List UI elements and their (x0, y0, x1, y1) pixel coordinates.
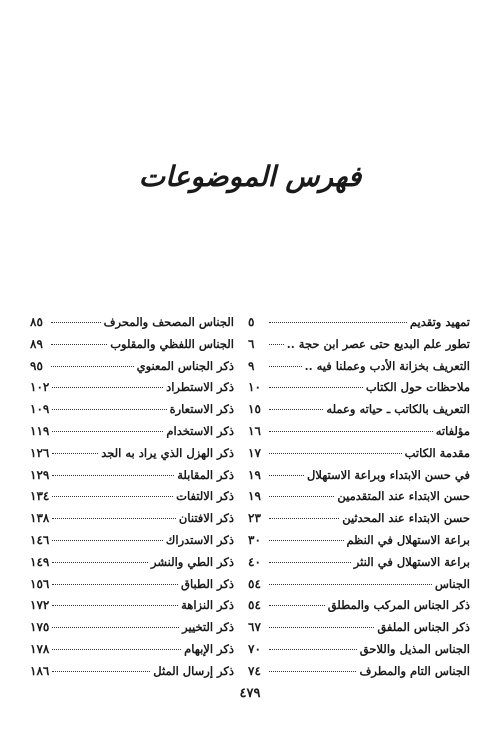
toc-entry-page: ١٥٦ (30, 576, 50, 591)
dot-leader (52, 584, 178, 585)
toc-entry (248, 530, 470, 552)
toc-entry-title: براعة الاستهلال في النظم (346, 532, 470, 547)
toc-entry-page: ١٠ (248, 380, 261, 395)
toc-entry-page: ١٦ (248, 423, 261, 438)
toc-entry (30, 312, 234, 334)
toc-entry-title: تطور علم البديع حتى عصر ابن حجة .. (286, 336, 470, 351)
toc-entry-title: ذكر الالتفات (176, 489, 234, 504)
toc-entry-page: ١٧٥ (30, 620, 50, 635)
toc-entry-page: ١٤٩ (30, 554, 50, 569)
toc-entry-page: ٦٧ (248, 620, 261, 635)
toc-entry (248, 552, 470, 574)
dot-leader (52, 475, 174, 476)
toc-entry (30, 617, 234, 639)
toc-entry (248, 486, 470, 508)
toc-entry (30, 552, 234, 574)
toc-entry (30, 639, 234, 661)
toc-entry-page: ١١٩ (30, 423, 50, 438)
toc-entry-page: ١٩ (248, 489, 261, 504)
toc-entry-page: ١٠٢ (30, 380, 50, 395)
toc-entry-page: ١٨٦ (30, 663, 50, 678)
toc-entry-page: ١٧٨ (30, 641, 50, 656)
toc-entry (248, 508, 470, 530)
toc-entry (30, 595, 234, 617)
toc-entry-page: ٩٥ (30, 358, 43, 373)
toc-entry (248, 356, 470, 378)
dot-leader (52, 387, 163, 388)
toc-entry-title: الجناس اللفظي والمقلوب (110, 336, 234, 351)
toc-entry-page: ١٥ (248, 402, 261, 417)
toc-entry (248, 639, 470, 661)
toc-entry-title: ذكر إرسال المثل (153, 663, 234, 678)
toc-entry-page: ٥٤ (248, 576, 261, 591)
toc-column-right (248, 312, 470, 683)
dot-leader (52, 409, 166, 410)
toc-entry-title: ملاحظات حول الكتاب (365, 380, 470, 395)
toc-entry-page: ١٧ (248, 445, 261, 460)
toc-entry-title: ذكر التخيير (182, 620, 234, 635)
toc-entry-page: ٦ (248, 336, 255, 351)
toc-entry (30, 399, 234, 421)
toc-entry-title: براعة الاستهلال في النثر (353, 554, 470, 569)
toc-entry (248, 465, 470, 487)
toc-entry-page: ٤٠ (248, 554, 261, 569)
toc-entry-page: ٩ (248, 358, 255, 373)
dot-leader (269, 496, 334, 497)
toc-entry-title: الجناس (434, 576, 470, 591)
toc-entry (248, 377, 470, 399)
dot-leader (269, 344, 284, 345)
toc-entry-title: التعريف بالكاتب ـ حياته وعمله (326, 402, 470, 417)
toc-entry-title: حسن الابتداء عند المتقدمين (337, 489, 470, 504)
dot-leader (52, 453, 98, 454)
toc-entry-title: ذكر الجناس المعنوي (136, 358, 234, 373)
toc-entry-title: التعريف بخزانة الأدب وعملنا فيه .. (304, 358, 470, 373)
dot-leader (269, 605, 325, 606)
toc-entry-page: ١٣٤ (30, 489, 50, 504)
dot-leader (51, 366, 134, 367)
dot-leader (269, 387, 363, 388)
toc-entry-title: ذكر الهزل الذي يراد به الجد (101, 445, 234, 460)
toc-entry-page: ١٤٦ (30, 532, 50, 547)
toc-entry-title: ذكر الاستدراك (165, 532, 234, 547)
toc-entry-title: ذكر الافتنان (178, 511, 234, 526)
toc-entry (30, 661, 234, 683)
toc-entry (30, 465, 234, 487)
toc-entry-title: ذكر الجناس المركب والمطلق (327, 598, 470, 613)
toc-entry-page: ٨٩ (30, 336, 43, 351)
toc-column-left (30, 312, 234, 683)
toc-entry-page: ١٢٩ (30, 467, 50, 482)
toc-entry-page: ٨٥ (30, 315, 43, 329)
toc-entry-title: تمهيد وتقديم (409, 315, 470, 329)
dot-leader (52, 518, 176, 519)
toc-entry-title: ذكر النزاهة (181, 598, 234, 613)
dot-leader (52, 496, 173, 497)
toc-entry-title: حسن الابتداء عند المحدثين (342, 511, 470, 526)
dot-leader (269, 584, 432, 585)
toc-entry-page: ١٧٢ (30, 598, 50, 613)
dot-leader (269, 649, 357, 650)
toc-entry-page: ١٩ (248, 467, 261, 482)
dot-leader (52, 605, 178, 606)
dot-leader (269, 518, 339, 519)
dot-leader (269, 540, 344, 541)
toc-entry-page: ٢٣ (248, 511, 261, 526)
toc-entry-page: ١٢٦ (30, 445, 50, 460)
toc-entry-title: مقدمة الكاتب (404, 445, 470, 460)
toc-entry (30, 574, 234, 596)
toc-entry-title: ذكر الاستطراد (166, 380, 234, 395)
dot-leader (52, 540, 163, 541)
toc-entry-page: ٣٠ (248, 532, 261, 547)
dot-leader (269, 671, 356, 672)
dot-leader (269, 453, 402, 454)
toc-entry-page: ٥ (248, 315, 255, 329)
toc-entry (30, 443, 234, 465)
toc-entry (248, 443, 470, 465)
toc-entry-title: ذكر الطي والنشر (151, 554, 234, 569)
toc-entry-page: ١٠٩ (30, 402, 50, 417)
dot-leader (52, 562, 148, 563)
toc-entry (30, 486, 234, 508)
dot-leader (269, 409, 323, 410)
page-number: ٤٧٩ (239, 686, 261, 701)
toc-entry (248, 399, 470, 421)
toc-entry (30, 377, 234, 399)
toc-entry (30, 421, 234, 443)
toc-entry (30, 508, 234, 530)
toc-entry-title: ذكر الاستعارة (169, 402, 234, 417)
toc-entry-title: ذكر الاستخدام (166, 423, 234, 438)
toc-entry-page: ٥٤ (248, 598, 261, 613)
toc-entry (30, 334, 234, 356)
toc-entry (248, 661, 470, 683)
page-title: فهرس الموضوعات (138, 160, 362, 193)
toc-entry-title: في حسن الابتداء وبراعة الاستهلال (307, 467, 470, 482)
dot-leader (269, 322, 407, 323)
dot-leader (52, 649, 181, 650)
dot-leader (51, 322, 101, 323)
toc-entry (248, 574, 470, 596)
toc-entry (248, 595, 470, 617)
toc-entry (30, 530, 234, 552)
toc-entry-title: الجناس المصحف والمحرف (103, 315, 234, 329)
dot-leader (52, 627, 179, 628)
dot-leader (51, 344, 107, 345)
toc-entry-title: الجناس المذيل واللاحق (359, 641, 470, 656)
toc-entry-title: ذكر المقابلة (177, 467, 234, 482)
toc-entry (248, 617, 470, 639)
toc-entry-page: ٧٤ (248, 663, 261, 678)
toc-entry-page: ١٣٨ (30, 511, 50, 526)
toc-entry-title: ذكر الطباق (181, 576, 234, 591)
dot-leader (269, 366, 302, 367)
dot-leader (269, 431, 433, 432)
toc-entry-page: ٧٠ (248, 641, 261, 656)
dot-leader (269, 562, 351, 563)
toc-entry-title: ذكر الإبهام (184, 641, 234, 656)
toc-entry-title: مؤلفاته (435, 423, 470, 438)
toc-entry-title: ذكر الجناس الملفق (377, 620, 470, 635)
dot-leader (269, 475, 304, 476)
toc-entry (248, 312, 470, 334)
dot-leader (269, 627, 374, 628)
toc-entry (248, 334, 470, 356)
toc-entry (30, 356, 234, 378)
toc-entry-title: الجناس التام والمطرف (359, 663, 470, 678)
dot-leader (52, 671, 150, 672)
dot-leader (52, 431, 163, 432)
toc-entry (248, 421, 470, 443)
